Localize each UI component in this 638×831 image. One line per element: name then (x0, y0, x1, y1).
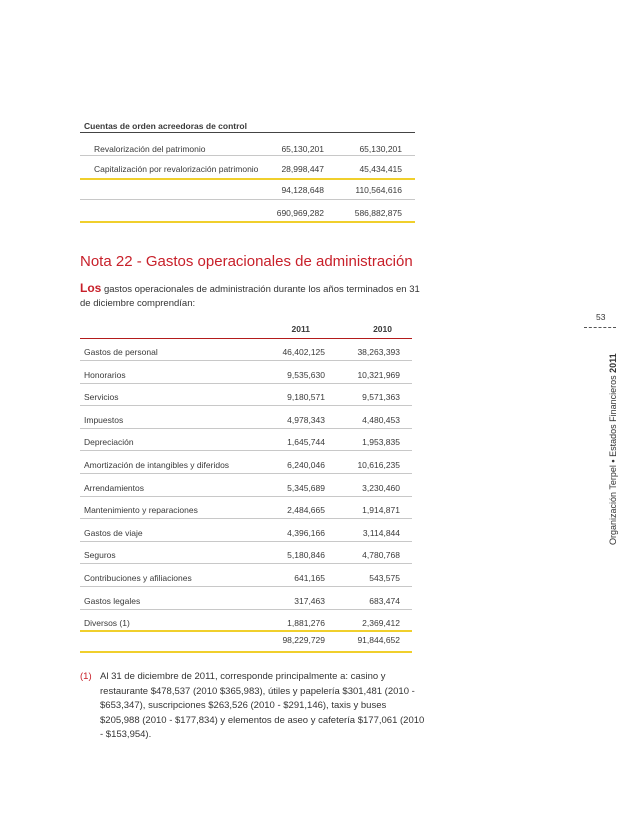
expense-label: Seguros (84, 550, 116, 561)
top-table-row-value-a: 28,998,447 (281, 164, 324, 174)
expense-value-2011: 4,396,166 (287, 527, 325, 538)
expense-value-2011: 46,402,125 (282, 347, 325, 357)
expense-value-2010: 10,321,969 (357, 369, 400, 380)
expense-value-2011: 5,345,689 (287, 482, 325, 493)
expense-value-2010: 1,953,835 (362, 437, 400, 448)
top-table-row-value-b: 45,434,415 (359, 164, 402, 174)
side-header-section: Estados Financieros (608, 375, 618, 457)
row-divider (80, 360, 412, 361)
row-divider (80, 496, 412, 497)
expense-value-2011: 5,180,846 (287, 550, 325, 561)
row-divider (80, 428, 412, 429)
footnote-text: Al 31 de diciembre de 2011, corresponde principalmente a: casino y restaurante $478,537 (2010 $365,983), útiles y papelería $301,481 (2010 - $653,347), suscripciones $263,526 (2010 - $291,146), taxis y buses $205,988 (2010 - $177,834) y elementos de aseo y cafetería $177,061 (2010 - $153,954). (100, 671, 425, 740)
expense-value-2010: 4,780,768 (362, 550, 400, 561)
top-table-divider (80, 132, 415, 133)
row-divider (80, 563, 412, 564)
row-divider (80, 155, 415, 156)
expense-label: Impuestos (84, 414, 124, 425)
expense-value-2010: 9,571,363 (362, 392, 400, 403)
expense-value-2010: 543,575 (369, 573, 400, 583)
top-table-total-b: 586,882,875 (354, 208, 402, 218)
expenses-total-rule-top (80, 630, 412, 632)
expense-label: Amortización de intangibles y diferidos (84, 460, 230, 470)
intro-lead: Los (80, 281, 102, 295)
note-intro (80, 281, 420, 311)
expense-label: Servicios (84, 392, 119, 403)
page-number-divider (584, 327, 616, 328)
expense-value-2010: 4,480,453 (362, 414, 400, 425)
side-header-org: Organización Terpel (608, 465, 618, 545)
row-divider (80, 586, 412, 587)
top-table-row-value-a: 65,130,201 (281, 144, 324, 154)
top-table-subtotal-a: 94,128,648 (281, 185, 324, 195)
page-number: 53 (596, 312, 606, 322)
subtotal-rule (80, 178, 415, 180)
side-header (608, 353, 618, 545)
top-table-header: Cuentas de orden acreedoras de control (84, 121, 247, 131)
expenses-total-2011: 98,229,729 (282, 635, 325, 645)
total-rule (80, 221, 415, 223)
top-table-subtotal-b: 110,564,616 (355, 185, 402, 195)
footnote-marker: (1) (80, 671, 92, 682)
row-divider (80, 541, 412, 542)
expense-value-2010: 683,474 (369, 595, 400, 606)
top-table-total-a: 690,969,282 (276, 208, 324, 218)
intro-text: gastos operacionales de administración durante los años terminados en 31 de diciembre comprendían: (80, 284, 420, 309)
expense-label: Mantenimiento y reparaciones (84, 505, 198, 516)
note-title: Nota 22 - Gastos operacionales de administración (80, 253, 413, 270)
row-divider (80, 473, 412, 474)
row-divider (80, 609, 412, 610)
row-divider (80, 518, 412, 519)
table-header-rule (80, 338, 412, 339)
expense-label: Gastos de viaje (84, 527, 143, 538)
expenses-total-2010: 91,844,652 (357, 635, 400, 645)
expense-value-2011: 1,881,276 (287, 618, 325, 629)
expense-value-2011: 6,240,046 (287, 460, 325, 470)
bullet-icon: • (608, 459, 618, 463)
row-divider (80, 405, 412, 406)
expense-value-2011: 4,978,343 (287, 414, 325, 425)
top-table-row-value-b: 65,130,201 (359, 144, 402, 154)
side-header-year: 2011 (608, 353, 618, 373)
row-divider (80, 199, 415, 200)
expense-label: Contribuciones y afiliaciones (84, 573, 192, 583)
column-header-2011: 2011 (291, 324, 310, 334)
expense-value-2011: 317,463 (294, 595, 325, 606)
expense-value-2011: 641,165 (294, 573, 325, 583)
expense-value-2010: 10,616,235 (357, 460, 400, 470)
expense-value-2010: 3,230,460 (362, 482, 400, 493)
expenses-total-rule-bottom (80, 651, 412, 653)
expense-value-2010: 2,369,412 (362, 618, 400, 629)
expense-value-2011: 1,645,744 (287, 437, 325, 448)
row-divider (80, 450, 412, 451)
expense-label: Honorarios (84, 369, 126, 380)
expense-value-2011: 9,180,571 (287, 392, 325, 403)
expense-value-2011: 9,535,630 (287, 369, 325, 380)
expense-value-2010: 38,263,393 (357, 347, 400, 357)
footnote (80, 670, 425, 743)
expense-label: Gastos legales (84, 595, 141, 606)
expense-label: Depreciación (84, 437, 134, 448)
row-divider (80, 383, 412, 384)
top-table-row-label: Revalorización del patrimonio (94, 144, 206, 154)
expense-value-2010: 1,914,871 (362, 505, 400, 516)
column-header-2010: 2010 (373, 324, 392, 334)
expense-label: Diversos (1) (84, 618, 130, 629)
expense-value-2011: 2,484,665 (287, 505, 325, 516)
expense-label: Arrendamientos (84, 482, 145, 493)
expense-value-2010: 3,114,844 (362, 527, 400, 538)
top-table-row-label: Capitalización por revalorización patrimonio (94, 164, 259, 174)
expense-label: Gastos de personal (84, 347, 158, 357)
